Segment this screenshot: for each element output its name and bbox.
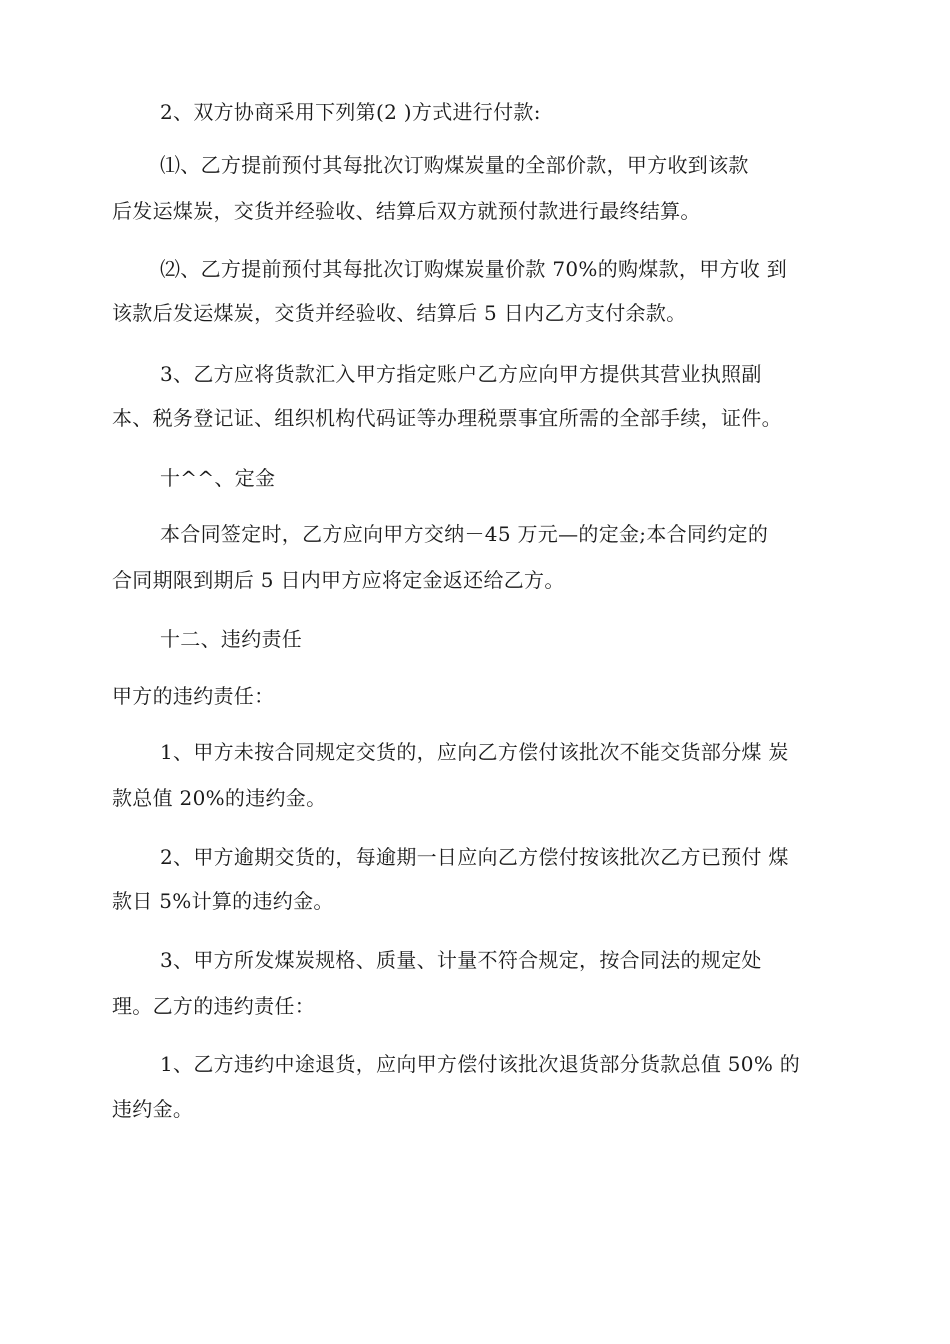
- paragraph-line: 本合同签定时，乙方应向甲方交纳－45 万元—的定金;本合同约定的: [160, 522, 769, 546]
- subsection-heading: 甲方的违约责任：: [112, 684, 275, 708]
- paragraph-line: 理。乙方的违约责任：: [112, 994, 315, 1018]
- paragraph-line: 2、甲方逾期交货的，每逾期一日应向乙方偿付按该批次乙方已预付 煤: [160, 845, 789, 869]
- paragraph-line: ⑵、乙方提前预付其每批次订购煤炭量价款 70%的购煤款，甲方收 到: [160, 257, 788, 281]
- paragraph-line: 款日 5%计算的违约金。: [112, 889, 334, 913]
- paragraph-line: 款总值 20%的违约金。: [112, 786, 327, 810]
- section-heading: 十二、违约责任: [160, 627, 303, 651]
- paragraph-line: 2、双方协商采用下列第(2 )方式进行付款:: [160, 100, 541, 124]
- paragraph-line: 3、甲方所发煤炭规格、质量、计量不符合规定，按合同法的规定处: [160, 948, 762, 972]
- paragraph-line: ⑴、乙方提前预付其每批次订购煤炭量的全部价款，甲方收到该款: [160, 153, 749, 177]
- section-heading: 十^^、定金: [160, 466, 276, 490]
- paragraph-line: 1、乙方违约中途退货，应向甲方偿付该批次退货部分货款总值 50% 的: [160, 1052, 801, 1076]
- paragraph-line: 后发运煤炭，交货并经验收、结算后双方就预付款进行最终结算。: [112, 199, 701, 223]
- paragraph-line: 合同期限到期后 5 日内甲方应将定金返还给乙方。: [112, 568, 565, 592]
- paragraph-line: 违约金。: [112, 1097, 194, 1121]
- paragraph-line: 该款后发运煤炭，交货并经验收、结算后 5 日内乙方支付余款。: [112, 301, 687, 325]
- paragraph-line: 本、税务登记证、组织机构代码证等办理税票事宜所需的全部手续，证件。: [112, 406, 782, 430]
- paragraph-line: 3、乙方应将货款汇入甲方指定账户乙方应向甲方提供其营业执照副: [160, 362, 762, 386]
- paragraph-line: 1、甲方未按合同规定交货的，应向乙方偿付该批次不能交货部分煤 炭: [160, 740, 789, 764]
